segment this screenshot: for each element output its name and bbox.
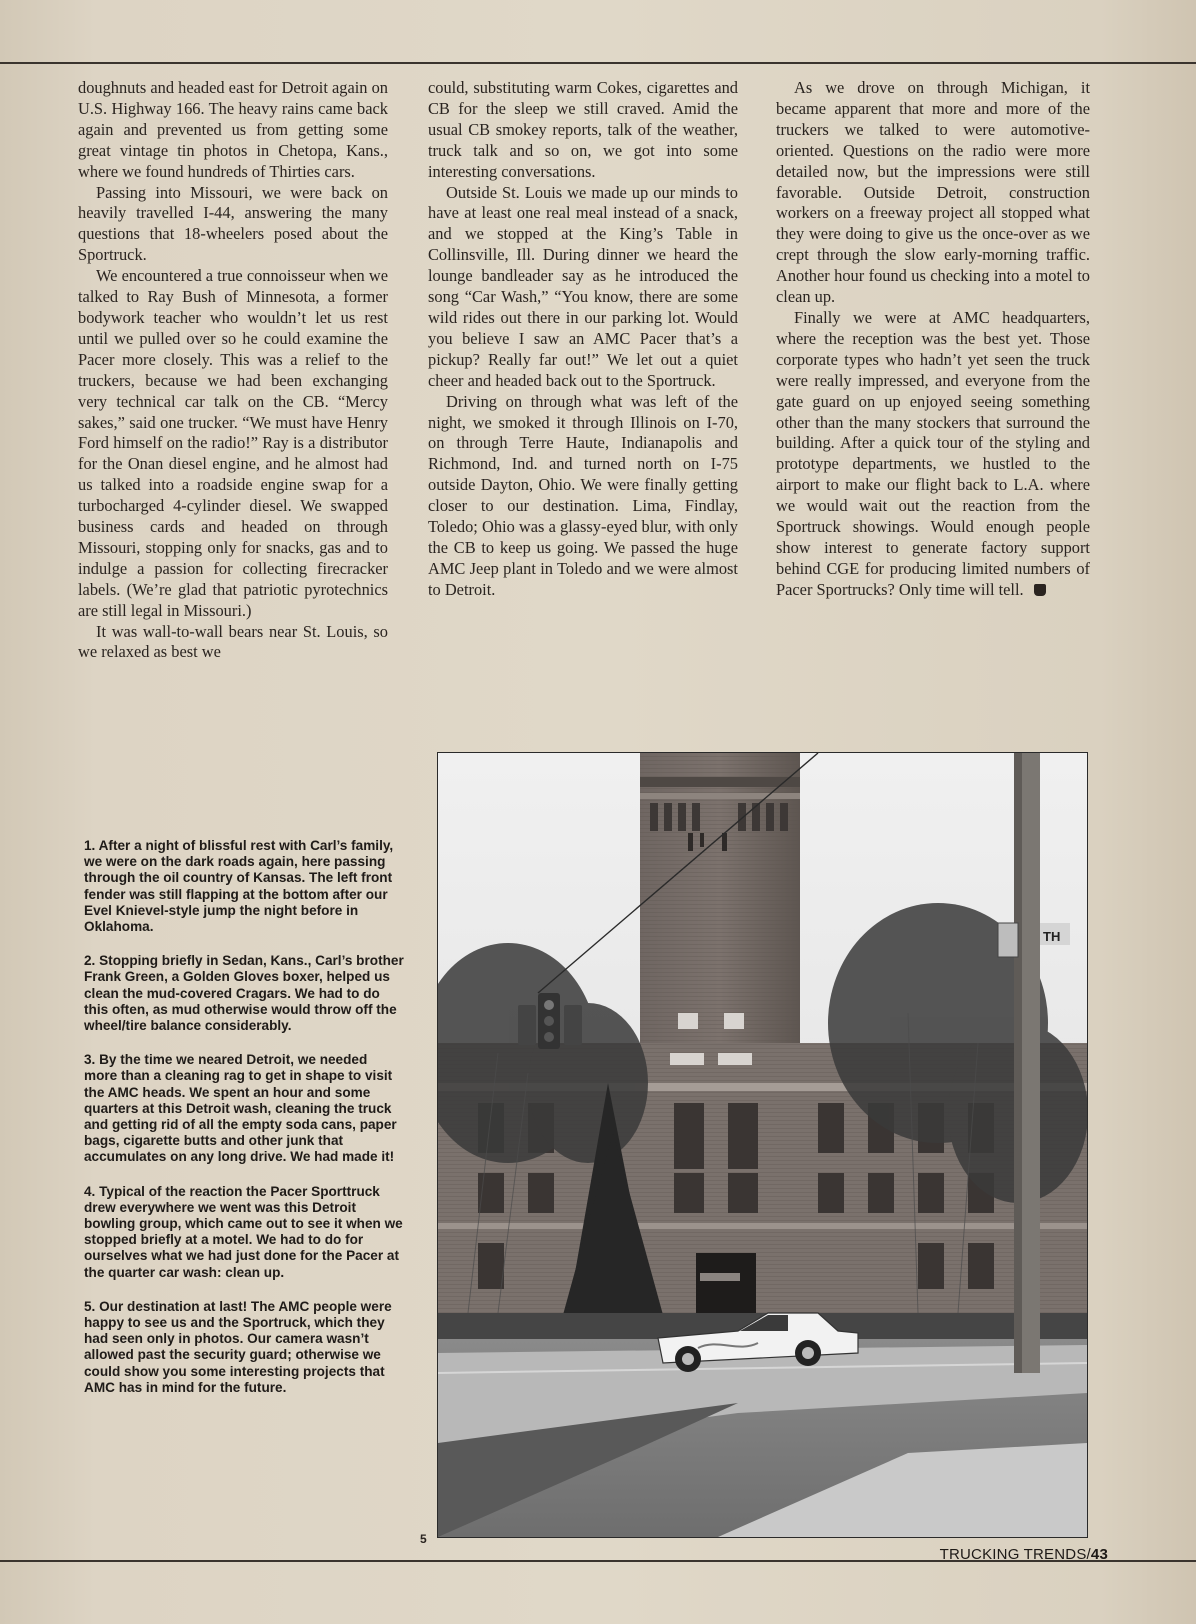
- article-column-2: [428, 78, 738, 601]
- caption: 2. Stopping briefly in Sedan, Kans., Carl’s brother Frank Green, a Golden Gloves boxer, helped us clean the mud-covered Cragars. We had to do this often, as mud otherwise would throw off the wheel/tire balance considerably.: [84, 953, 404, 1034]
- article-column-1: [78, 78, 388, 663]
- paragraph: could, substituting warm Cokes, cigarettes and CB for the sleep we still craved. Amid the usual CB smokey reports, talk of the weather, truck talk and so on, we got into some interesting conversations.: [428, 78, 738, 181]
- magazine-name: TRUCKING TRENDS/: [939, 1546, 1091, 1563]
- caption: 4. Typical of the reaction the Pacer Sporttruck drew everywhere we went was this Detroit bowling group, which came out to see it when we stopped briefly at a motel. We had to do for ourselves what we had just done for the Pacer at the quarter car wash: clean up.: [84, 1183, 403, 1280]
- caption: 1. After a night of blissful rest with Carl’s family, we were on the dark roads again, here passing through the oil country of Kansas. The left front fender was still flapping at the bottom after our Evel Knievel-style jump the night before in Oklahoma.: [84, 838, 394, 935]
- paragraph: Outside St. Louis we made up our minds to have at least one real meal instead of a snack, and we stopped at the King’s Table in Collinsville, Ill. During dinner we heard the lounge bandleader say as he introduced the song “Car Wash,” “You know, there are some wild rides out there in our parking lot. Would you believe I saw an AMC Pacer that’s a pickup? Really far out!” We let out a quiet cheer and headed back out to the Sportruck.: [428, 182, 738, 390]
- paragraph: doughnuts and headed east for Detroit again on U.S. Highway 166. The heavy rains came back again and prevented us from getting some great vintage tin photos in Chetopa, Kans., where we found hundreds of Thirties cars.: [78, 78, 388, 181]
- caption: 5. Our destination at last! The AMC people were happy to see us and the Sportruck, which they had seen only in photos. Our camera wasn’t allowed past the security guard; otherwise we could show you some interesting projects that AMC has in mind for the future.: [84, 1298, 392, 1395]
- caption: 3. By the time we neared Detroit, we needed more than a cleaning rag to get in shape to visit the AMC heads. We spent an hour and some quarters at this Detroit wash, cleaning the truck and getting rid of all the empty soda cans, paper bags, cigarette butts and other junk that accumulates on any long drive. We had made it!: [84, 1052, 397, 1165]
- paragraph: We encountered a true connoisseur when we talked to Ray Bush of Minnesota, a former bodywork teacher who wouldn’t let us rest until we pulled over so he could examine the Pacer more closely. This was a relief to the truckers, because we had been exchanging very technical car talk on the CB. “Mercy sakes,” said one trucker. “We must have Henry Ford himself on the radio!” Ray is a distributor for the Onan diesel engine, and he almost had us talked into a roadside engine swap for a turbocharged 4-cylinder diesel. We swapped business cards and headed on through Missouri, stopping only for snacks, gas and to indulge a passion for collecting firecracker labels. (We’re glad that patriotic pyrotechnics are still legal in Missouri.): [78, 266, 388, 620]
- photo-number: 5: [420, 1532, 427, 1546]
- photo-captions: [84, 838, 404, 1414]
- paragraph: As we drove on through Michigan, it became apparent that more and more of the truckers we talked to were automotive-oriented. Questions on the radio were more detailed now, but the impressions were still favorable. Outside Detroit, construction workers on a freeway project all stopped what they were doing to give us the once-over as we crept through the slow early-morning traffic. Another hour found us checking into a motel to clean up.: [776, 78, 1090, 307]
- article-column-3: [776, 78, 1090, 601]
- paragraph: [776, 308, 1090, 601]
- amc-headquarters-photo: [437, 752, 1088, 1538]
- end-mark-icon: [1034, 584, 1046, 596]
- paragraph: Passing into Missouri, we were back on heavily travelled I-44, answering the many questions that 18-wheelers posed about the Sportruck.: [78, 182, 388, 265]
- paragraph: Driving on through what was left of the night, we smoked it through Illinois on I-70, on through Terre Haute, Indianapolis and Richmond, Ind. and turned north on I-75 outside Dayton, Ohio. We were finally getting closer to our destination. Lima, Findlay, Toledo; Ohio was a glassy-eyed blur, with only the CB to keep us going. We passed the huge AMC Jeep plant in Toledo and we were almost to Detroit.: [428, 391, 738, 599]
- street-sign-text: TH: [1043, 929, 1061, 944]
- paragraph: It was wall-to-wall bears near St. Louis, so we relaxed as best we: [78, 621, 388, 662]
- top-rule: [0, 62, 1196, 64]
- paragraph-text: Finally we were at AMC headquarters, where the reception was the best yet. Those corporate types who hadn’t yet seen the truck were really impressed, and everyone from the gate guard on up enjoyed seeing something other than the many stockers that surround the building. After a quick tour of the styling and prototype departments, we hustled to the airport to make our flight back to L.A. where we would wait out the reaction from the Sportruck showings. Would enough people show interest to generate factory support behind CGE for producing limited numbers of Pacer Sportrucks? Only time will tell.: [776, 307, 1090, 599]
- page-footer: [940, 1546, 1108, 1563]
- page-number: 43: [1090, 1546, 1108, 1563]
